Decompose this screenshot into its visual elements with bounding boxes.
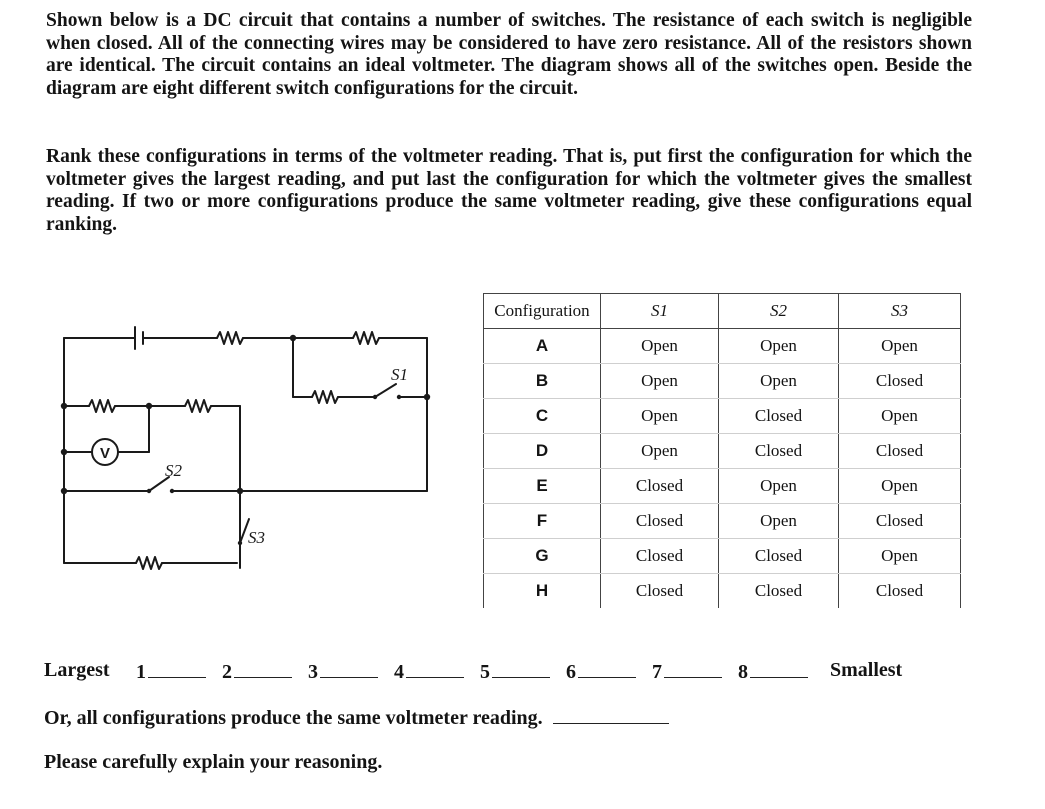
rank-number: 1 (136, 661, 146, 683)
table-row (484, 504, 961, 539)
junction-dot (290, 335, 296, 341)
resistor-mid-left (89, 400, 115, 412)
configuration-table (483, 293, 961, 608)
config-letter: D (484, 434, 601, 469)
table-row (484, 329, 961, 364)
header-s3: S3 (839, 294, 961, 329)
largest-label: Largest (44, 659, 110, 681)
resistor-s1-branch (312, 391, 338, 403)
explain-prompt: Please carefully explain your reasoning. (44, 751, 383, 773)
rank-blank-3[interactable] (320, 659, 378, 678)
resistor-top-left (217, 332, 243, 344)
rank-slot (308, 659, 378, 684)
header-s2: S2 (719, 294, 839, 329)
ranking-answer-line (44, 659, 984, 687)
rank-blank-5[interactable] (492, 659, 550, 678)
junction-dot (146, 403, 152, 409)
rank-slot (136, 659, 206, 684)
s1-state: Open (601, 434, 719, 469)
s2-state: Closed (719, 399, 839, 434)
s2-state: Open (719, 329, 839, 364)
switch-contact (170, 489, 174, 493)
rank-number: 5 (480, 661, 490, 683)
rank-number: 2 (222, 661, 232, 683)
rank-blank-8[interactable] (750, 659, 808, 678)
config-letter: H (484, 574, 601, 609)
s2-state: Open (719, 469, 839, 504)
s3-state: Closed (839, 434, 961, 469)
config-letter: E (484, 469, 601, 504)
rank-blank-1[interactable] (148, 659, 206, 678)
s1-state: Open (601, 399, 719, 434)
equal-readings-option (44, 705, 669, 730)
table-row (484, 399, 961, 434)
equal-readings-text: Or, all configurations produce the same voltmeter reading. (44, 707, 543, 729)
s1-state: Open (601, 329, 719, 364)
resistor-mid-center (185, 400, 211, 412)
s3-state: Closed (839, 364, 961, 399)
ranking-instructions: Rank these configurations in terms of the voltmeter reading. That is, put first the configuration for which the voltmeter gives the largest reading, and put last the configuration for which the voltmeter gives the smallest reading. If two or more configurations produce the same voltmeter reading, give these configurations equal ranking. (46, 146, 972, 235)
config-letter: F (484, 504, 601, 539)
switch-contact (147, 489, 151, 493)
voltmeter-label: V (99, 445, 111, 462)
rank-slot (480, 659, 550, 684)
switch-s1-blade (375, 384, 396, 397)
s1-state: Closed (601, 504, 719, 539)
smallest-label: Smallest (830, 659, 903, 681)
s3-state: Closed (839, 574, 961, 609)
s1-state: Closed (601, 539, 719, 574)
rank-number: 4 (394, 661, 404, 683)
junction-dot (61, 488, 67, 494)
rank-slot (222, 659, 292, 684)
s3-state: Open (839, 469, 961, 504)
rank-slot (652, 659, 722, 684)
s3-state: Open (839, 539, 961, 574)
s3-state: Open (839, 329, 961, 364)
switch-label-s1: S1 (391, 365, 408, 384)
rank-blank-2[interactable] (234, 659, 292, 678)
table-row (484, 434, 961, 469)
switch-contact (373, 395, 377, 399)
config-letter: G (484, 539, 601, 574)
table-row (484, 364, 961, 399)
rank-number: 6 (566, 661, 576, 683)
rank-number: 8 (738, 661, 748, 683)
s3-state: Closed (839, 504, 961, 539)
s2-state: Open (719, 364, 839, 399)
intro-paragraph: Shown below is a DC circuit that contains a number of switches. The resistance of each switch is negligible when closed. All of the connecting wires may be considered to have zero resistance. All of the resistors shown are identical. The circuit contains an ideal voltmeter. The diagram shows all of the switches open. Beside the diagram are eight different switch configurations for the circuit. (46, 10, 972, 99)
junction-dot (237, 488, 243, 494)
rank-blank-6[interactable] (578, 659, 636, 678)
junction-dot (61, 403, 67, 409)
switch-label-s3: S3 (248, 528, 265, 547)
junction-dot (61, 449, 67, 455)
header-configuration: Configuration (484, 294, 601, 329)
s2-state: Closed (719, 539, 839, 574)
s2-state: Closed (719, 574, 839, 609)
table-row (484, 469, 961, 504)
switch-contact (238, 541, 242, 545)
s3-state: Open (839, 399, 961, 434)
rank-slot (394, 659, 464, 684)
rank-slot (566, 659, 636, 684)
table-header-row (484, 294, 961, 329)
switch-contact (397, 395, 401, 399)
config-letter: A (484, 329, 601, 364)
table-row (484, 539, 961, 574)
resistor-top-right (353, 332, 379, 344)
rank-blank-4[interactable] (406, 659, 464, 678)
rank-number: 7 (652, 661, 662, 683)
s1-state: Open (601, 364, 719, 399)
resistor-bottom (136, 557, 162, 569)
switch-label-s2: S2 (165, 461, 182, 480)
s2-state: Closed (719, 434, 839, 469)
s1-state: Closed (601, 574, 719, 609)
config-letter: B (484, 364, 601, 399)
s1-state: Closed (601, 469, 719, 504)
circuit-diagram (55, 318, 445, 578)
config-letter: C (484, 399, 601, 434)
rank-slot (738, 659, 808, 684)
s2-state: Open (719, 504, 839, 539)
junction-dot (424, 394, 430, 400)
table-row (484, 574, 961, 609)
equal-readings-blank[interactable] (553, 705, 669, 724)
header-s1: S1 (601, 294, 719, 329)
rank-blank-7[interactable] (664, 659, 722, 678)
rank-number: 3 (308, 661, 318, 683)
